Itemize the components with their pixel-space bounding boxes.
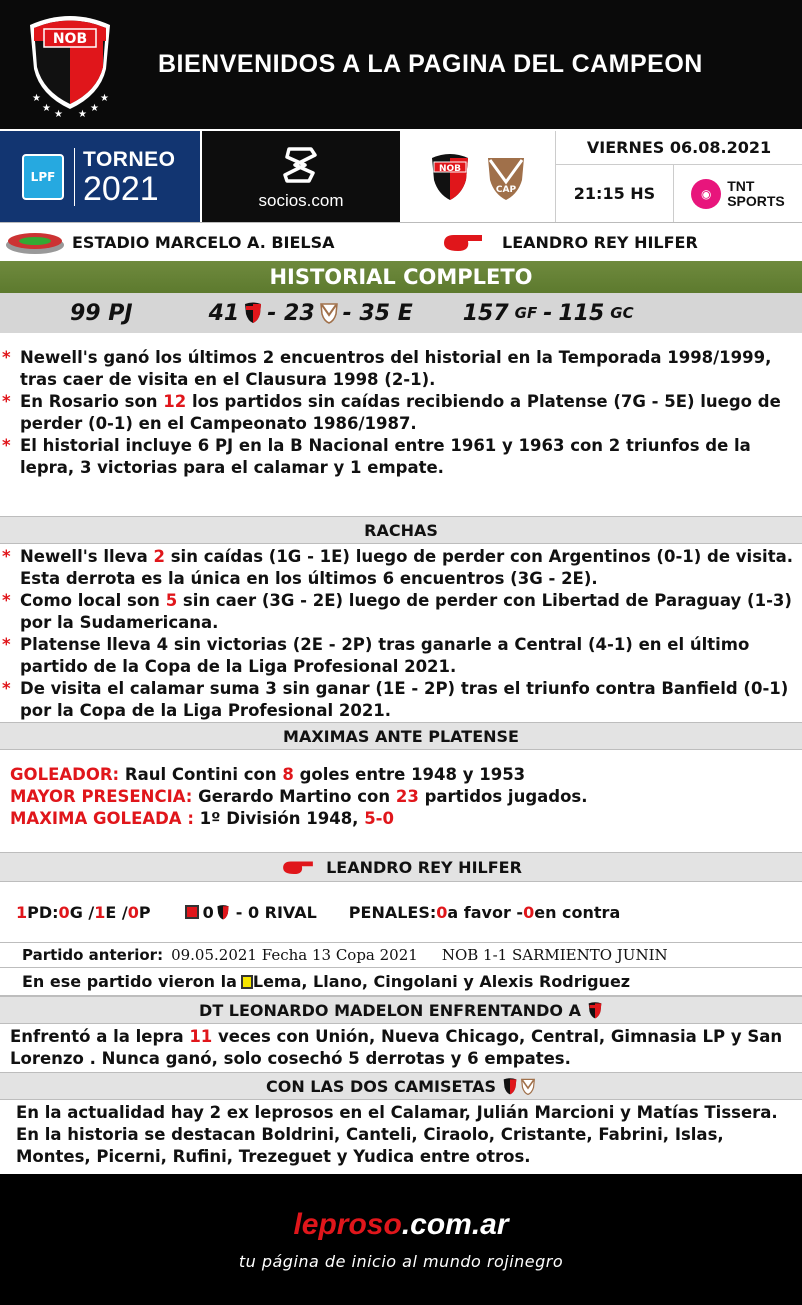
maximas-presencia <box>10 786 802 808</box>
svg-text:★: ★ <box>54 108 63 119</box>
nob-logo[interactable] <box>0 0 140 130</box>
tv-line1: TNT <box>727 177 755 194</box>
note-text: En Rosario son <box>20 392 164 411</box>
tarjetas-partido <box>0 968 802 996</box>
brand-b: .com.ar <box>401 1208 509 1241</box>
pen-favor-label: a favor - <box>447 902 524 922</box>
league-word: TORNEO <box>83 147 176 171</box>
note-text: Como local son <box>20 591 166 610</box>
match-time: 21:15 HS <box>556 165 674 222</box>
note-text: Platense lleva 4 sin victorias (2E - 2P) tras ganarle a Central (4-1) en el último partido de la Copa de la Liga Profesional 2021. <box>20 635 750 676</box>
teams <box>400 131 556 222</box>
presencia-text: Gerardo Martino con <box>192 787 396 806</box>
list-item: * Newell's lleva 2 sin caídas (1G - 1E) luego de perder con Argentinos (0-1) de visita. Esta derrota es la única en los últimos 6 encuentros (3G - 2E). <box>2 547 793 588</box>
list-item: * Platense lleva 4 sin victorias (2E - 2P) tras ganarle a Central (4-1) en el último partido de la Copa de la Liga Profesional 2021. <box>2 635 750 676</box>
cap-mini-icon <box>520 1077 536 1096</box>
list-item: * De visita el calamar suma 3 sin ganar (1E - 2P) tras el triunfo contra Banfield (0-1) por la Copa de la Liga Profesional 2021. <box>2 679 789 720</box>
stadium-name: ESTADIO MARCELO A. BIELSA <box>72 232 335 252</box>
yellow-card-icon <box>241 975 253 989</box>
stat-draws: - 35 E <box>342 300 413 326</box>
note-highlight: 2 <box>153 547 165 566</box>
stat-gf-label: GF <box>514 304 538 322</box>
cards-rival: - 0 RIVAL <box>235 902 317 922</box>
nob-badge-icon <box>428 152 472 202</box>
footer-tagline: tu página de inicio al mundo rojinegro <box>238 1252 564 1271</box>
svg-text:★: ★ <box>100 92 109 104</box>
whistle-icon <box>440 231 486 253</box>
prev-result: NOB 1-1 SARMIENTO JUNIN <box>441 946 668 964</box>
header-banner <box>0 0 802 131</box>
goleada-text: 1º División 1948, <box>193 809 365 828</box>
svg-text:★: ★ <box>42 102 51 114</box>
cap-mini-icon <box>319 301 339 325</box>
stat-wins-nob: 41 <box>208 300 240 326</box>
goleador-label: GOLEADOR: <box>10 765 120 784</box>
lpf-badge-text: LPF <box>30 169 56 184</box>
away-badge-text: CAP <box>495 184 516 195</box>
partido-anterior <box>0 942 802 968</box>
sponsor-logo[interactable] <box>200 131 400 222</box>
list-item: * Como local son 5 sin caer (3G - 2E) luego de perder con Libertad de Paraguay (1-3) por la Sudamericana. <box>2 591 792 632</box>
cards-pre: En ese partido vieron la <box>22 972 237 991</box>
svg-text:★: ★ <box>78 108 87 119</box>
historial-stats <box>0 293 802 333</box>
socios-icon <box>281 143 321 187</box>
referee <box>440 231 698 253</box>
dt-pre: Enfrentó a la lepra <box>10 1027 190 1046</box>
goleador-text: goles entre 1948 y 1953 <box>293 765 526 784</box>
note-text: De visita el calamar suma 3 sin ganar (1E - 2P) tras el triunfo contra Banfield (0-1) por la Copa de la Liga Profesional 2021. <box>20 679 789 720</box>
pen-contra-label: en contra <box>534 902 621 922</box>
note-text: Newell's lleva <box>20 547 154 566</box>
maximas-goleada <box>10 808 802 830</box>
note-highlight: 5 <box>165 591 178 610</box>
date-time-tv <box>556 131 802 222</box>
camisetas-title: CON LAS DOS CAMISETAS <box>266 1076 496 1096</box>
list-item: * Newell's ganó los últimos 2 encuentros del historial en la Temporada 1998/1999, tras caer de visita en el Clausura 1998 (2-1). <box>2 348 772 389</box>
nob-mini-icon <box>243 301 263 325</box>
league-logo[interactable] <box>0 131 200 222</box>
lpf-badge <box>22 154 64 200</box>
tv-line2: SPORTS <box>727 192 785 209</box>
list-item: * El historial incluye 6 PJ en la B Nacional entre 1961 y 1963 con 2 triunfos de la lepra, 3 victorias para el calamar y 1 empate. <box>2 436 751 477</box>
home-badge-text: NOB <box>438 163 461 174</box>
svg-text:★: ★ <box>32 92 41 104</box>
dt-title: DT LEONARDO MADELON ENFRENTANDO A <box>199 1000 581 1020</box>
e-num: 1 <box>94 902 106 922</box>
sponsor-name: socios.com <box>258 190 344 210</box>
pd-label: PD: <box>27 902 59 922</box>
maximas-block <box>0 750 802 852</box>
venue-referee-row <box>0 223 802 261</box>
league-year: 2021 <box>83 169 159 208</box>
stadium-icon <box>4 229 66 255</box>
camisetas-text: En la actualidad hay 2 ex leprosos en el Calamar, Julián Marcioni y Matías Tissera. En la historia se destacan Boldrini, Canteli, Ciraolo, Cristante, Fabrini, Islas, Montes, Picerni, Rufini, Trezeguet y Yudica entre otros. <box>16 1103 778 1166</box>
arbitro-stats <box>0 882 802 942</box>
g-num: 0 <box>58 902 70 922</box>
tnt-icon: ◉ <box>691 179 721 209</box>
maximas-goleador <box>10 764 802 786</box>
stat-sep: - <box>543 300 553 326</box>
nob-mini-icon <box>216 904 230 921</box>
p-label: P <box>138 902 151 922</box>
stat-gc: 115 <box>558 300 605 326</box>
dt-text <box>0 1024 802 1072</box>
rachas-notes <box>0 544 802 722</box>
maximas-title: MAXIMAS ANTE PLATENSE <box>0 722 802 750</box>
brand-a: leproso <box>293 1208 402 1241</box>
g-label: G / <box>69 902 95 922</box>
arbitro-title: LEANDRO REY HILFER <box>326 857 522 877</box>
tv-logo[interactable] <box>674 165 802 222</box>
nob-mini-icon <box>587 1001 603 1020</box>
cards-players: Lema, Llano, Cingolani y Alexis Rodriguez <box>252 972 631 991</box>
presencia-label: MAYOR PRESENCIA: <box>10 787 193 806</box>
whistle-icon <box>280 858 316 876</box>
camisetas-title-bar <box>0 1072 802 1100</box>
nob-shield-icon <box>22 11 118 119</box>
cap-badge-icon <box>484 152 528 202</box>
red-card-icon <box>185 905 199 919</box>
footer <box>0 1174 802 1305</box>
pd-num: 1 <box>16 902 28 922</box>
nob-mini-icon <box>502 1077 518 1096</box>
arbitro-title-bar <box>0 852 802 882</box>
stat-pj: 99 PJ <box>70 300 133 326</box>
prev-date: 09.05.2021 Fecha 13 Copa 2021 <box>171 946 418 964</box>
penales-label: PENALES: <box>348 902 437 922</box>
note-text: los partidos sin caídas recibiendo a Platense (7G - 5E) luego de perder (0-1) en el Campeonato 1986/1987. <box>20 392 781 433</box>
note-text: sin caídas (1G - 1E) luego de perder con Argentinos (0-1) de visita. Esta derrota es la única en los últimos 6 encuentros (3G - 2E). <box>20 547 793 588</box>
list-item: * En Rosario son 12 los partidos sin caídas recibiendo a Platense (7G - 5E) luego de perder (0-1) en el Campeonato 1986/1987. <box>2 392 781 433</box>
goleador-text: Raul Contini con <box>119 765 283 784</box>
goleador-num: 8 <box>282 765 294 784</box>
cards-count: 0 <box>202 902 214 922</box>
page-title: BIENVENIDOS A LA PAGINA DEL CAMPEON <box>158 50 703 78</box>
note-text: sin caer (3G - 2E) luego de perder con Libertad de Paraguay (1-3) por la Sudamericana. <box>20 591 792 632</box>
presencia-num: 23 <box>395 787 419 806</box>
dt-post: veces con Unión, Nueva Chicago, Central, Gimnasia LP y San Lorenzo . Nunca ganó, solo cosechó 5 derrotas y 6 empates. <box>10 1027 783 1068</box>
goleada-label: MAXIMA GOLEADA : <box>10 809 194 828</box>
dt-num: 11 <box>189 1027 213 1046</box>
footer-brand[interactable] <box>293 1208 508 1242</box>
referee-name: LEANDRO REY HILFER <box>502 232 698 252</box>
note-text: El historial incluye 6 PJ en la B Nacional entre 1961 y 1963 con 2 triunfos de la lepra, 3 victorias para el calamar y 1 empate. <box>20 436 751 477</box>
stadium <box>0 229 440 255</box>
nob-logo-text: NOB <box>52 30 88 47</box>
dt-title-bar <box>0 996 802 1024</box>
svg-text:★: ★ <box>90 102 99 114</box>
goleada-score: 5-0 <box>364 809 395 828</box>
e-label: E / <box>105 902 128 922</box>
rachas-title: RACHAS <box>0 516 802 544</box>
stat-gf: 157 <box>462 300 509 326</box>
stat-wins-cap: - 23 <box>267 300 315 326</box>
note-highlight: 12 <box>163 392 187 411</box>
presencia-text: partidos jugados. <box>418 787 588 806</box>
p-num: 0 <box>127 902 139 922</box>
pen-favor: 0 <box>436 902 448 922</box>
prev-label: Partido anterior: <box>22 946 164 964</box>
match-date: VIERNES 06.08.2021 <box>556 131 802 165</box>
match-info-bar <box>0 131 802 223</box>
stat-gc-label: GC <box>610 304 634 322</box>
pen-contra: 0 <box>523 902 535 922</box>
note-text: Newell's ganó los últimos 2 encuentros del historial en la Temporada 1998/1999, tras caer de visita en el Clausura 1998 (2-1). <box>20 348 772 389</box>
historial-notes <box>0 333 802 516</box>
historial-title: HISTORIAL COMPLETO <box>0 261 802 293</box>
